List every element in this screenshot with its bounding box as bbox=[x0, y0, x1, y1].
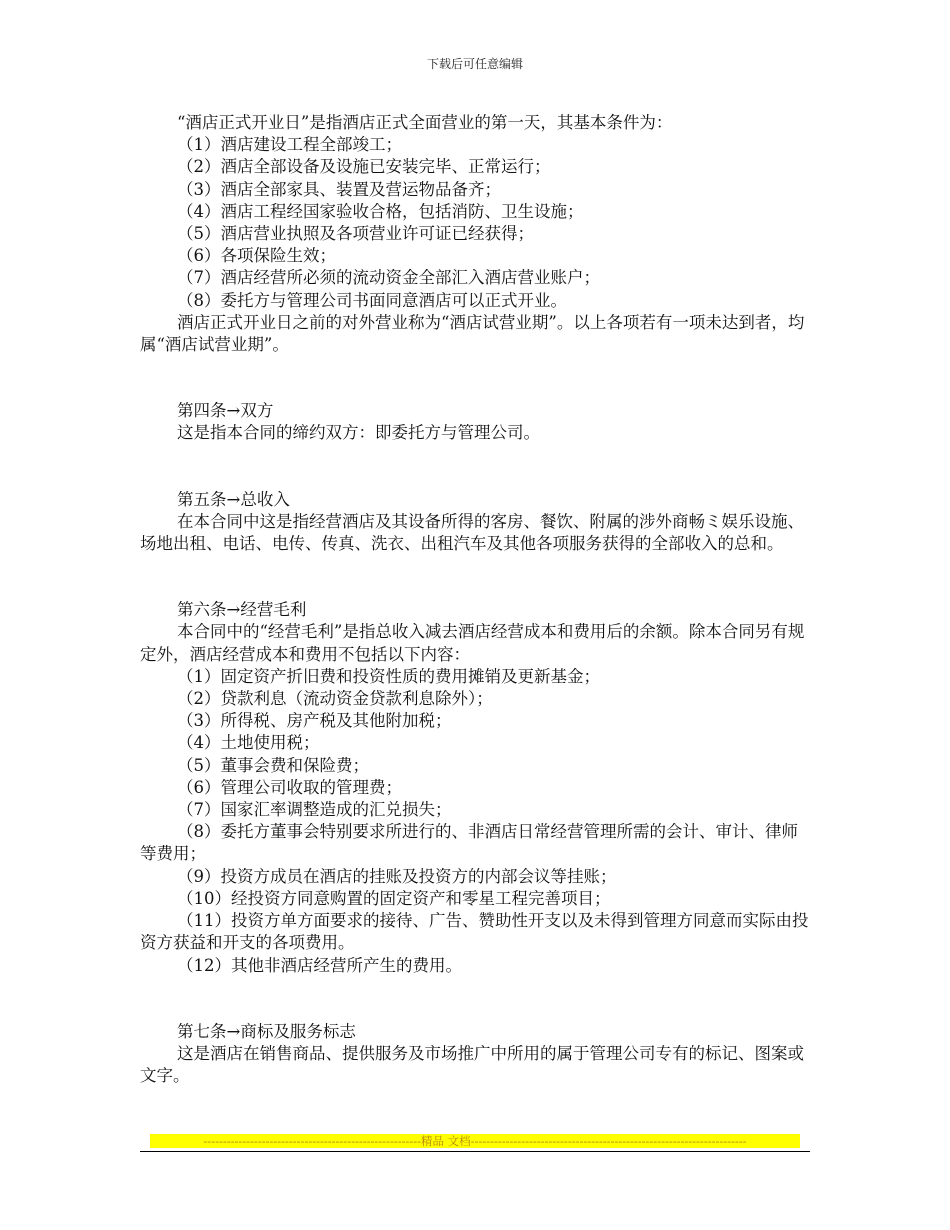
page-header: 下载后可任意编辑 bbox=[426, 57, 523, 71]
article-6-item-2: （2）贷款利息（流动资金贷款利息除外）； bbox=[177, 689, 493, 709]
opening-intro: “酒店正式开业日”是指酒店正式全面营业的第一天，其基本条件为： bbox=[177, 113, 673, 132]
article-6-item-1: （1）固定资产折旧费和投资性质的费用摊销及更新基金； bbox=[177, 666, 600, 686]
document-body bbox=[140, 112, 812, 1087]
opening-item-4: （4）酒店工程经国家验收合格，包括消防、卫生设施； bbox=[177, 201, 584, 221]
article-5-body: 在本合同中这是指经营酒店及其设备所得的客房、餐饮、附属的涉外商畅ミ娱乐设施、场地出租、电话、电传、传真、洗衣、出租汽车及其他各项服务获得的全部收入的总和。 bbox=[140, 511, 804, 554]
opening-item-8: （8）委托方与管理公司书面同意酒店可以正式开业。 bbox=[177, 290, 567, 310]
article-4-body: 这是指本合同的缔约双方：即委托方与管理公司。 bbox=[177, 423, 540, 443]
opening-item-1: （1）酒店建设工程全部竣工； bbox=[177, 135, 402, 155]
footer-rule bbox=[140, 1151, 810, 1152]
article-6-item-11: （11）投资方单方面要求的接待、广告、赞助性开支以及未得到管理方同意而实际由投资方获益和开支的各项费用。 bbox=[140, 911, 809, 953]
spacer bbox=[140, 445, 812, 489]
spacer bbox=[140, 977, 812, 1021]
opening-item-7: （7）酒店经营所必须的流动资金全部汇入酒店营业账户； bbox=[177, 268, 600, 288]
article-6-item-6: （6）管理公司收取的管理费； bbox=[177, 777, 402, 797]
article-7-body: 这是酒店在销售商品、提供服务及市场推广中所用的属于管理公司专有的标记、图案或文字。 bbox=[140, 1043, 804, 1086]
article-6-item-4: （4）土地使用税； bbox=[177, 733, 320, 753]
footer-banner: --------------------------------------------------------精品 文档----------------------------------------------------------------------- bbox=[150, 1134, 800, 1148]
article-6-title: 第六条→经营毛利 bbox=[177, 600, 307, 620]
opening-item-5: （5）酒店营业执照及各项营业许可证已经获得； bbox=[177, 224, 534, 244]
opening-closing: 酒店正式开业日之前的对外营业称为“酒店试营业期”。以上各项若有一项未达到者，均属“酒店试营业期”。 bbox=[140, 312, 805, 355]
article-6-item-5: （5）董事会费和保险费； bbox=[177, 755, 369, 775]
article-7-title: 第七条→商标及服务标志 bbox=[177, 1021, 356, 1041]
opening-item-3: （3）酒店全部家具、装置及营运物品备齐； bbox=[177, 179, 501, 199]
article-6-item-9: （9）投资方成员在酒店的挂账及投资方的内部会议等挂账； bbox=[177, 866, 617, 886]
article-6-item-10: （10）经投资方同意购置的固定资产和零星工程完善项目； bbox=[177, 888, 611, 908]
article-4-title: 第四条→双方 bbox=[177, 401, 274, 421]
opening-item-2: （2）酒店全部设备及设施已安装完毕、正常运行； bbox=[177, 157, 551, 177]
article-6-body: 本合同中的“经营毛利”是指总收入减去酒店经营成本和费用后的余额。除本合同另有规定外，酒店经营成本和费用不包括以下内容： bbox=[140, 622, 805, 664]
article-5-title: 第五条→总收入 bbox=[177, 489, 290, 509]
spacer bbox=[140, 356, 812, 400]
article-6-item-7: （7）国家汇率调整造成的汇兑损失； bbox=[177, 800, 452, 820]
spacer bbox=[140, 555, 812, 599]
article-6-item-3: （3）所得税、房产税及其他附加税； bbox=[177, 711, 452, 731]
opening-item-6: （6）各项保险生效； bbox=[177, 246, 336, 266]
article-6-item-12: （12）其他非酒店经营所产生的费用。 bbox=[177, 955, 462, 975]
article-6-item-8: （8）委托方董事会特别要求所进行的、非酒店日常经营管理所需的会计、审计、律师等费用； bbox=[140, 822, 798, 864]
